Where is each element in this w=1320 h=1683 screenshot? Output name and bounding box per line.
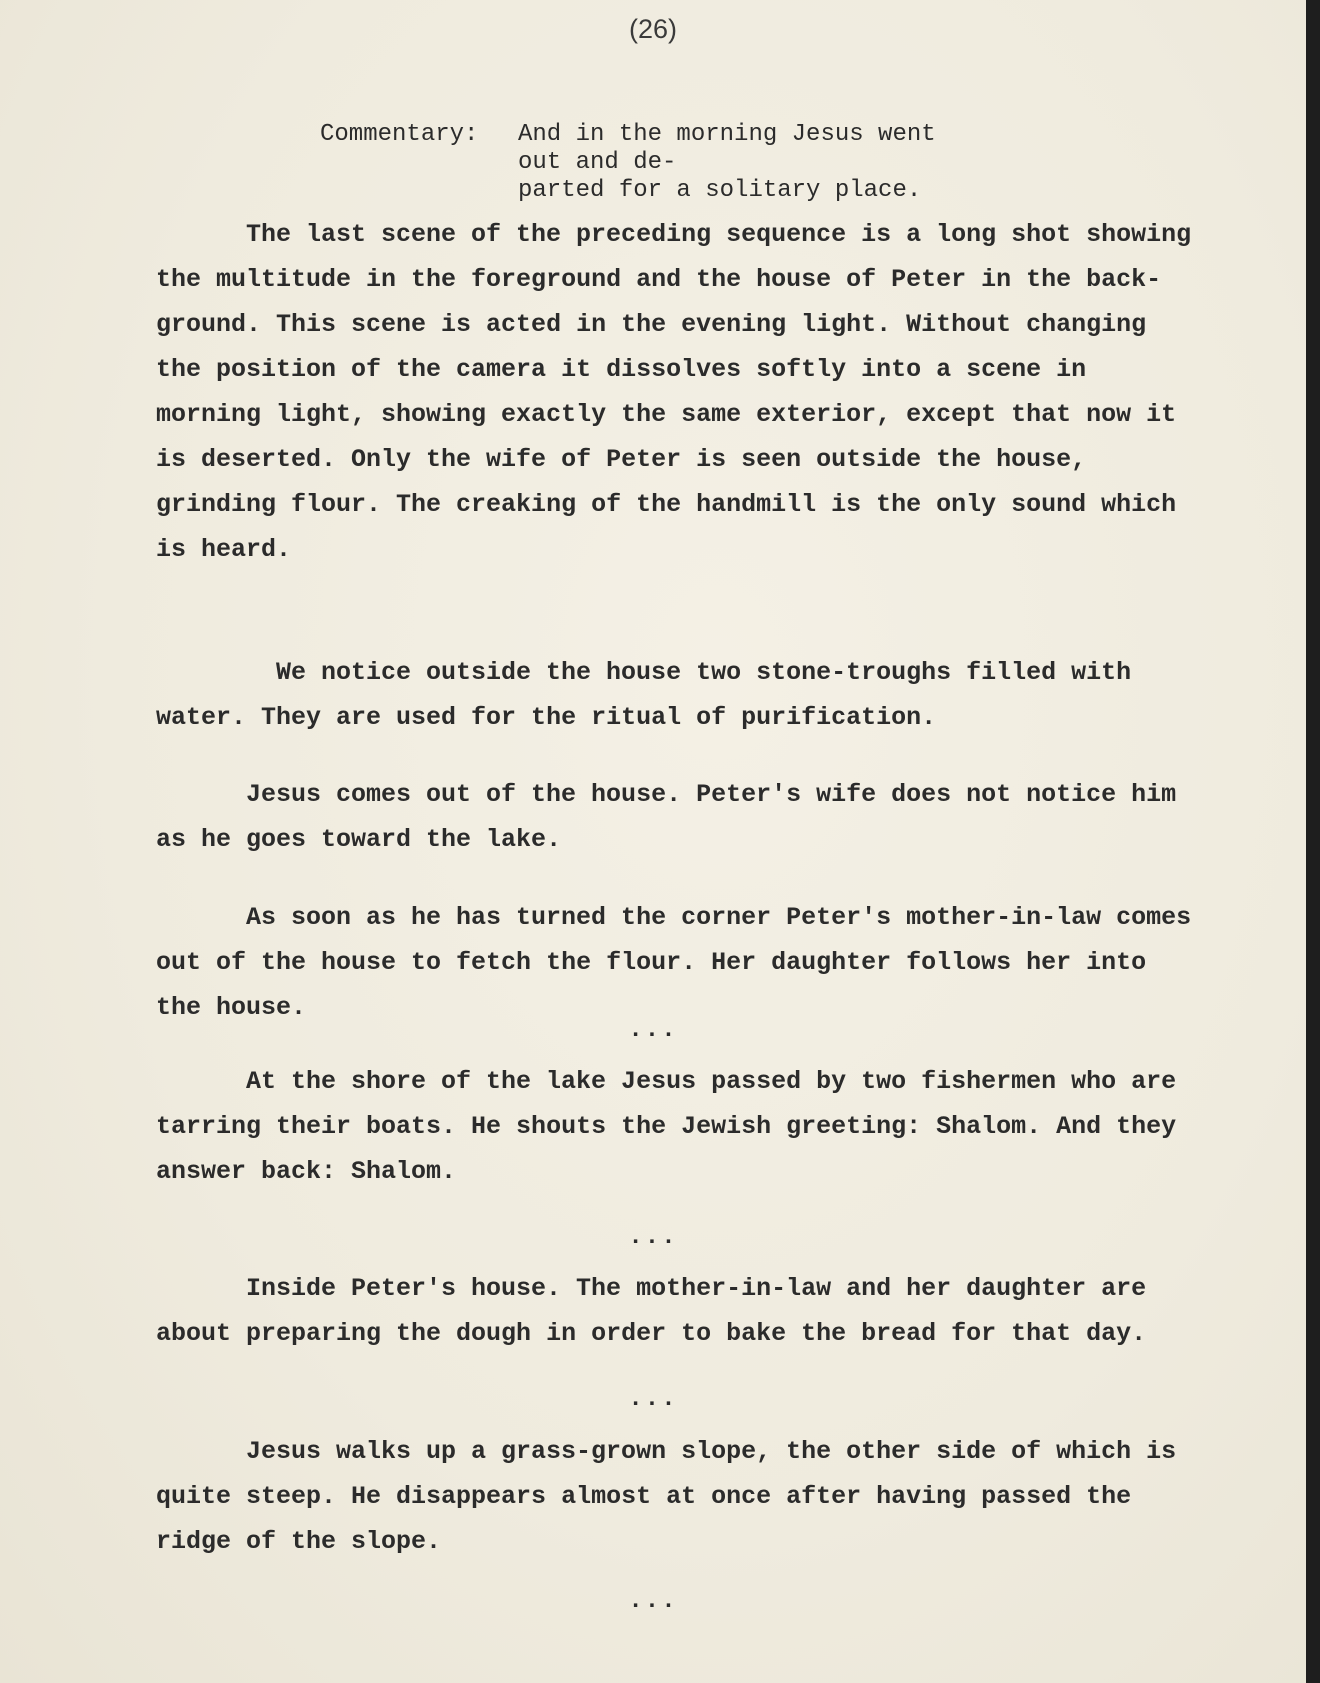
section-separator: ... — [628, 1224, 678, 1251]
paragraph-slope: Jesus walks up a grass-grown slope, the other side of which is quite steep. He disappears almost at once after having passed the ridge of the slope. — [156, 1437, 1177, 1556]
paragraph-fishermen: At the shore of the lake Jesus passed by two fishermen who are tarring their boats. He shouts the Jewish greeting: Shalom. And they answer back: Shalom. — [156, 1067, 1177, 1186]
paragraph-jesus-leaves: Jesus comes out of the house. Peter's wife does not notice him as he goes toward the lake. — [156, 780, 1177, 854]
section-separator: ... — [628, 1017, 678, 1044]
page-edge-shadow — [1306, 0, 1320, 1683]
paragraph-inside-house: Inside Peter's house. The mother-in-law and her daughter are about preparing the dough in order to bake the bread for that day. — [156, 1274, 1147, 1348]
commentary-label: Commentary: — [320, 121, 479, 148]
paragraph-stone-troughs: We notice outside the house two stone-troughs filled with water. They are used for the ritual of purification. — [156, 658, 1132, 732]
commentary-text: And in the morning Jesus went out and de- parted for a solitary place. — [518, 121, 936, 204]
section-separator: ... — [628, 1588, 678, 1615]
paragraph-mother-in-law: As soon as he has turned the corner Peter's mother-in-law comes out of the house to fetch the flour. Her daughter follows her into the house. — [156, 903, 1192, 1022]
paragraph-scene-dissolve: The last scene of the preceding sequence is a long shot showing the multitude in the foreground and the house of Peter in the back- ground. This scene is acted in the evening light. Without changing the position of the camera it dissolves softly into a scene in morning light, showing exactly the same exterior, except that now it is deserted. Only the wife of Peter is seen outside the house, grinding flour. The creaking of the handmill is the only sound which is heard. — [156, 220, 1192, 564]
section-separator: ... — [628, 1386, 678, 1413]
page-number: (26) — [628, 14, 677, 44]
